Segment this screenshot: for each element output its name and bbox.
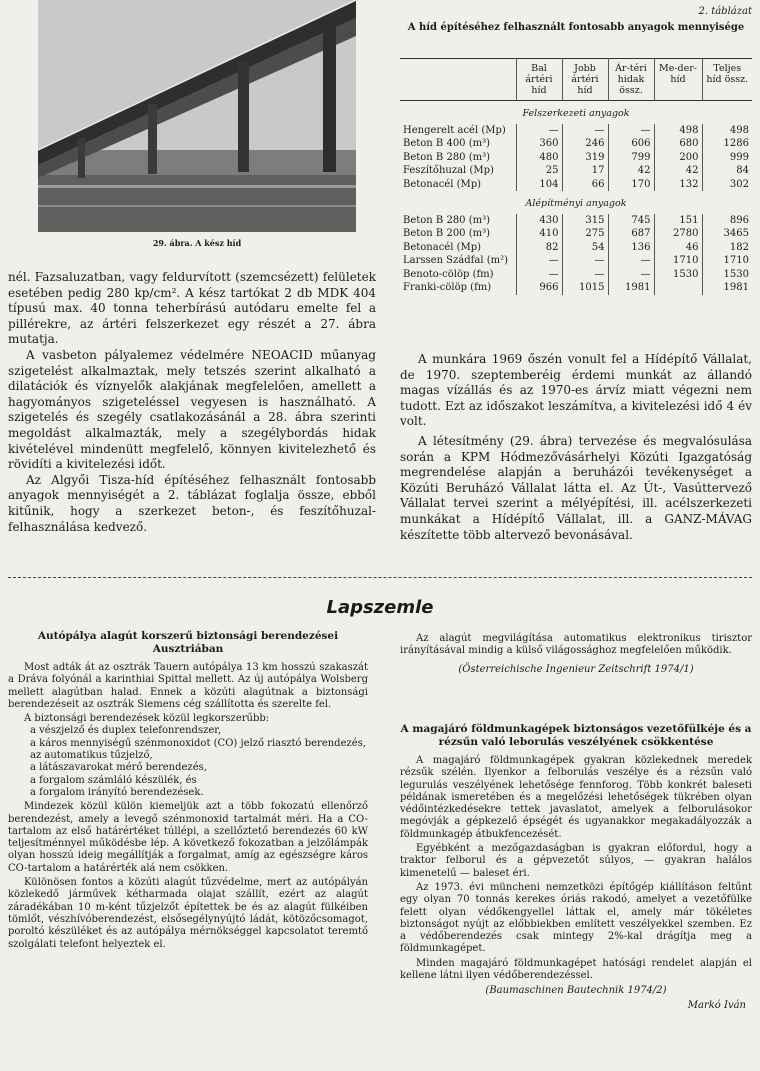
table-cell: 200 <box>654 151 702 165</box>
table-cell: Beton B 280 (m³) <box>403 214 491 226</box>
list-item: a forgalom számláló készülék, és <box>30 774 197 786</box>
article-earthmovers <box>400 723 752 1012</box>
article-paragraph: Mindezek közül külön kiemeljük azt a több fokozatú ellenőrző berendezést, amely a levegő szénmonoxid tartalmát méri. Ha a CO-tartalom az első határértéket túllépi, a szellőztető berendezés 60 kW teljesítménnyel működésbe lép. A következő fokozatban a jelzőlámpák olyan hosszú ideig megállítják a forgalmat, amíg az egészségre káros CO-tartalom a határérték alá nem csökken. <box>8 801 368 874</box>
table-cell: — <box>608 124 654 138</box>
table-cell: 2780 <box>654 227 702 241</box>
table-section-label: Alépítményi anyagok <box>525 198 627 209</box>
table-cell: 132 <box>654 178 702 192</box>
figure-caption: 29. ábra. A kész híd <box>152 238 242 248</box>
table-cell: 25 <box>516 164 562 178</box>
article-title: Autópálya alagút korszerű biztonsági berendezései Ausztriában <box>37 630 339 655</box>
table-cell: Benoto-cölöp (fm) <box>403 268 494 280</box>
materials-table <box>400 58 752 295</box>
table-row <box>400 124 752 138</box>
table-cell: 410 <box>516 227 562 241</box>
table-cell: Beton B 280 (m³) <box>403 151 491 163</box>
table-number: 2. táblázat <box>698 6 752 17</box>
article-paragraph: Különösen fontos a közúti alagút tűzvédelme, mert az autópályán közlekedő járművek kétharmada olajat szállít, ezért az alagút záradékában 10 m-ként tűzjelzőt építettek be és az alagút fülkéiben tömlőt, vészhívóberendezést, elsősegélynyújtó ládát, kötözőcsomagot, poroltó készüléket és az autópálya mérnökséggel kapcsolatot teremtő szolgálati telefont helyeztek el. <box>8 877 368 950</box>
table-cell: Betonacél (Mp) <box>403 241 482 253</box>
table-cell: — <box>562 254 608 268</box>
article-title: A magajáró földmunkagépek biztonságos vezetőfülkéje és a rézsűn való leborulás veszélyének csökkentése <box>400 723 752 748</box>
table-cell: 687 <box>608 227 654 241</box>
table-row <box>400 151 752 165</box>
table-row <box>400 137 752 151</box>
right-paragraph: A munkára 1969 őszén vonult fel a Hídépítő Vállalat, de 1970. szeptemberéig érdemi munkát az állandó magas vízállás és az 1970-es árvíz miatt végezni nem tudott. Ezt az időszakot leszámítva, a kivitelezési idő 4 év volt. <box>400 352 752 429</box>
table-cell: 498 <box>702 124 752 138</box>
table-cell: 82 <box>516 241 562 255</box>
safety-list <box>8 725 368 799</box>
table-cell: 999 <box>702 151 752 165</box>
table-row <box>400 241 752 255</box>
table-cell: Feszítőhuzal (Mp) <box>403 165 494 176</box>
left-paragraph: nél. Fazsaluzatban, vagy feldurvított (szemcsézett) felületek esetében pedig 280 kp/cm². A kész tartókat 2 db MDK 404 típusú max. 40 tonna teherbírású autódaru emelte fel a pillérekre, az ártéri felszerkezet egy részét a 27. ábra mutatja. <box>8 270 376 347</box>
table-cell: Larssen Szádfal (m²) <box>403 255 508 266</box>
article-paragraph: Az 1973. évi müncheni nemzetközi építőgép kiállításon feltűnt egy olyan 70 tonnás kerekes óriás rakodó, amelyet a vezetőfülke felett olyan védőkengyellel láttak el, amely már tökéletes biztonságot nyújt az előbbiekben említett veszélyekkel szemben. Ez a védőberendezés csak mintegy 2%-kal drágítja meg a földmunkagépet. <box>400 881 752 955</box>
table-cell: 1981 <box>702 281 752 295</box>
table-row <box>400 227 752 241</box>
table-cell: 799 <box>608 151 654 165</box>
list-item: a káros mennyiségű szénmonoxidot (CO) jelző riasztó berendezés, <box>30 737 367 749</box>
list-item: a látászavarokat mérő berendezés, <box>30 762 207 774</box>
table-cell: 1015 <box>562 281 608 295</box>
left-column <box>8 270 376 535</box>
table-cell: 46 <box>654 241 702 255</box>
article-source: (Baumaschinen Bautechnik 1974/2) <box>485 985 667 997</box>
table-cell: — <box>562 124 608 138</box>
article-paragraph: Egyébként a mezőgazdaságban is gyakran előfordul, hogy a traktor felborul és a gépvezetőt súlyos, — gyakran halálos kimenetelű — baleset éri. <box>400 843 752 879</box>
article-paragraph: A magajáró földmunkagépek gyakran közlekednek meredek rézsűk szélén. Ilyenkor a felborulás veszélye és a rézsűn való legurulás veszélyének lehetősége fennforog. Több konkrét baleseti példának ismeretében és a megelőzési lehetőségek tükrében olyan védőintézkedésekre tettek javaslatot, amelyek a felborulásokor megóvják a gépkezelő épségét és ugyanakkor megakadályozzák a földmunkagép átbukfencezését. <box>400 755 752 840</box>
table-cell: 246 <box>562 137 608 151</box>
table-cell: — <box>516 124 562 138</box>
article-author: Markó Iván <box>687 999 746 1011</box>
article-paragraph: Az alagút megvilágítása automatikus elektronikus tirisztor irányításával mindig a külső világossághoz megfelelően működik. <box>400 633 752 657</box>
table-cell: 1286 <box>702 137 752 151</box>
table-row <box>400 178 752 192</box>
table-cell: 182 <box>702 241 752 255</box>
list-item: a vészjelző és duplex telefonrendszer, <box>30 725 222 737</box>
table-cell: 360 <box>516 137 562 151</box>
table-cell: 104 <box>516 178 562 192</box>
table-cell: 275 <box>562 227 608 241</box>
column-header: Me-der-híd <box>654 59 702 101</box>
list-item: az automatikus tűzjelző, <box>30 750 153 762</box>
table-cell: 430 <box>516 214 562 228</box>
table-cell: Franki-cölöp (fm) <box>403 282 492 293</box>
table-cell: 1710 <box>654 254 702 268</box>
article-paragraph: Minden magajáró földmunkagépet hatósági rendelet alapján el kellene látni ilyen védőberendezéssel. <box>400 957 752 982</box>
table-cell: 498 <box>654 124 702 138</box>
right-column <box>400 352 752 543</box>
table-cell: — <box>608 254 654 268</box>
table-cell: 1981 <box>608 281 654 295</box>
article-tunnel-continued <box>400 633 752 676</box>
table-cell: 745 <box>608 214 654 228</box>
column-header: Jobb ártéri híd <box>562 59 608 101</box>
table-cell: Hengerelt acél (Mp) <box>403 124 506 136</box>
left-paragraph: A vasbeton pályalemez védelmére NEOACID műanyag szigetelést alkalmaztak, mely tetszés szerint alkalható a dilatációk és víznyelők alakjának megfelelően, amellett a hagyományos szigeteléssel vegyesen is használható. A szigetelés és szegély csatlakozásánál a 28. ábra szerinti megoldást alkalmazták, mely a szegélybordás hidak kivételével mindenütt megfelelő, könnyen kivitelezhető és rövidíti a kivitelezési időt. <box>8 347 376 472</box>
table-cell: — <box>516 254 562 268</box>
rubric-heading: Lapszemle <box>326 597 434 618</box>
table-cell: Beton B 400 (m³) <box>403 138 491 149</box>
table-cell: 680 <box>654 137 702 151</box>
article-paragraph: Most adták át az osztrák Tauern autópálya 13 km hosszú szakaszát a Dráva folyónál a karinthiai Spittal mellett. Az új autópálya Wolsberg mellett alagútban halad. Ennek a közúti alagútnak a biztonsági berendezéseit az osztrák Siemens cég szállította és szerelte fel. <box>8 662 368 710</box>
column-header: Bal ártéri híd <box>516 59 562 101</box>
table-cell: Betonacél (Mp) <box>403 178 482 190</box>
table-cell: 54 <box>562 241 608 255</box>
table-header-row <box>400 59 752 101</box>
table-section-label: Felszerkezeti anyagok <box>522 108 630 119</box>
table-cell: 17 <box>562 164 608 178</box>
right-paragraph: A létesítmény (29. ábra) tervezése és megvalósulása során a KPM Hódmezővásárhelyi Közúti Igazgatóság megrendelése alapján a beruházói tevékenységet a Közúti Beruházó Vállalat látta el. Az Út-, Vasúttervező Vállalat tervei szerint a mélyépítési, ill. acélszerkezeti munkákat a Hídépítő Vállalat, ill. a GANZ-MÁVAG készítette több altervező bevonásával. <box>400 433 752 542</box>
table-cell: 3465 <box>702 227 752 241</box>
left-paragraph: Az Algyői Tisza-híd építéséhez felhasznált fontosabb anyagok mennyiségét a 2. táblázat foglalja össze, ebből kitűnik, hogy a szerkezet beton-, és feszítőhuzal-felhasználása kedvező. <box>8 472 376 534</box>
table-row <box>400 281 752 295</box>
column-header: Teljes híd össz. <box>702 59 752 101</box>
table-row <box>400 164 752 178</box>
table-cell: Beton B 200 (m³) <box>403 228 491 239</box>
table-cell: 302 <box>702 178 752 192</box>
article-paragraph: A biztonsági berendezések közül legkorszerűbb: <box>24 713 270 725</box>
table-cell: 480 <box>516 151 562 165</box>
section-divider <box>8 577 752 578</box>
table-cell: 319 <box>562 151 608 165</box>
table-cell: 66 <box>562 178 608 192</box>
table-cell: 84 <box>702 164 752 178</box>
table-cell: 896 <box>702 214 752 228</box>
table-title: A híd építéséhez felhasznált fontosabb anyagok mennyisége <box>407 22 745 33</box>
table-cell: 606 <box>608 137 654 151</box>
table-row <box>400 214 752 228</box>
table-cell <box>654 281 702 295</box>
table-cell: 42 <box>654 164 702 178</box>
table-cell: — <box>516 268 562 282</box>
table-cell: — <box>608 268 654 282</box>
table-cell: 315 <box>562 214 608 228</box>
column-header <box>400 59 516 101</box>
article-source: (Österreichische Ingenieur Zeitschrift 1974/1) <box>458 663 694 675</box>
column-header: Ár-téri hidak össz. <box>608 59 654 101</box>
table-row <box>400 268 752 282</box>
table-row <box>400 254 752 268</box>
table-cell: 966 <box>516 281 562 295</box>
table-cell: 151 <box>654 214 702 228</box>
bridge-photo <box>38 0 356 232</box>
table-cell: 170 <box>608 178 654 192</box>
table-cell: — <box>562 268 608 282</box>
table-cell: 42 <box>608 164 654 178</box>
bridge-photo-icon <box>38 0 356 232</box>
table-cell: 1530 <box>702 268 752 282</box>
table-cell: 1530 <box>654 268 702 282</box>
article-tunnel <box>8 630 368 951</box>
list-item: a forgalom irányító berendezések. <box>30 786 204 798</box>
table-cell: 136 <box>608 241 654 255</box>
table-cell: 1710 <box>702 254 752 268</box>
